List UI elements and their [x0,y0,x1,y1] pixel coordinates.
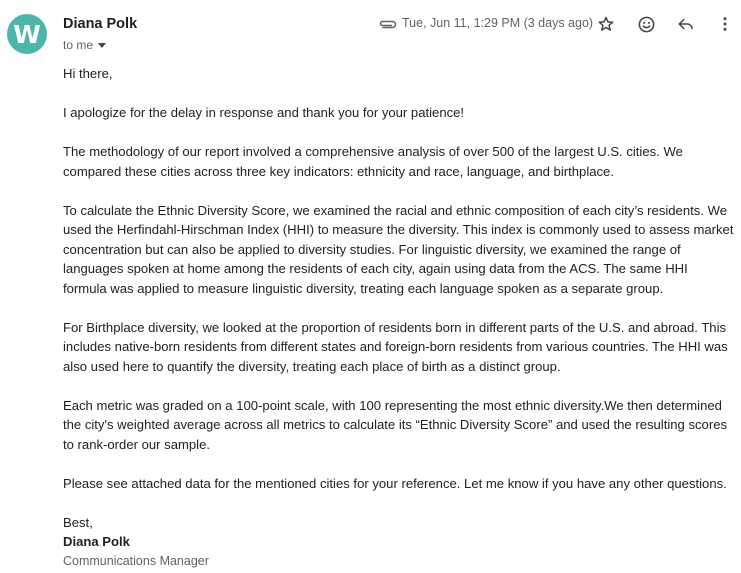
star-button[interactable] [594,12,618,36]
signature-title: Communications Manager [63,553,209,568]
reply-icon [677,15,695,33]
paragraph-scoring: Each metric was graded on a 100-point scale, with 100 representing the most ethnic diversity.We then determined the city's weighted average across all metrics to calculate its “Ethnic Diversity Score” and used the resulting scores to rank-order our sample. [63,397,728,452]
paragraph-birthplace: For Birthplace diversity, we looked at the proportion of residents born in different parts of the U.S. and abroad. This includes native-born residents from different states and foreign-born residents from various countries. The HHI was also used here to quantify the diversity, treating each place of birth as a distinct group. [63,319,728,374]
message-timestamp: Tue, Jun 11, 1:29 PM (3 days ago) [402,16,594,30]
more-vert-icon [717,15,733,33]
star-icon [597,15,615,33]
emoji-icon [637,15,656,34]
chevron-down-icon [98,43,106,48]
more-options-button[interactable] [713,12,737,36]
message-body [63,64,735,571]
attachment-icon [378,17,398,31]
paragraph-closing: Please see attached data for the mentioned cities for your reference. Let me know if you have any other questions. [63,475,727,491]
paragraph-apology: I apologize for the delay in response and thank you for your patience! [63,105,465,120]
add-reaction-button[interactable] [634,12,658,36]
sender-avatar[interactable]: W [7,14,47,54]
signature-name: Diana Polk [63,534,130,549]
recipient-label: to me [63,38,94,52]
reply-button[interactable] [674,12,698,36]
sender-name[interactable]: Diana Polk [63,16,138,32]
paragraph-ethnic-score: To calculate the Ethnic Diversity Score, we examined the racial and ethnic composition of each city’s residents. We used the Herfindahl-Hirschman Index (HHI) to measure the diversity. This index is commonly used to assess market concentration but can also be applied to diversity studies. For linguistic diversity, we examined the range of languages spoken at home among the residents of each city, again using data from the ACS. The same HHI formula was applied to measure linguistic diversity, treating each language spoken as a separate group. [63,202,734,296]
recipient-details-toggle[interactable] [63,38,106,52]
paragraph-methodology: The methodology of our report involved a comprehensive analysis of over 500 of the largest U.S. cities. We compared these cities across three key indicators: ethnicity and race, language, and birthplace. [63,144,683,179]
greeting: Hi there, [63,66,113,81]
signoff: Best, [63,514,93,530]
